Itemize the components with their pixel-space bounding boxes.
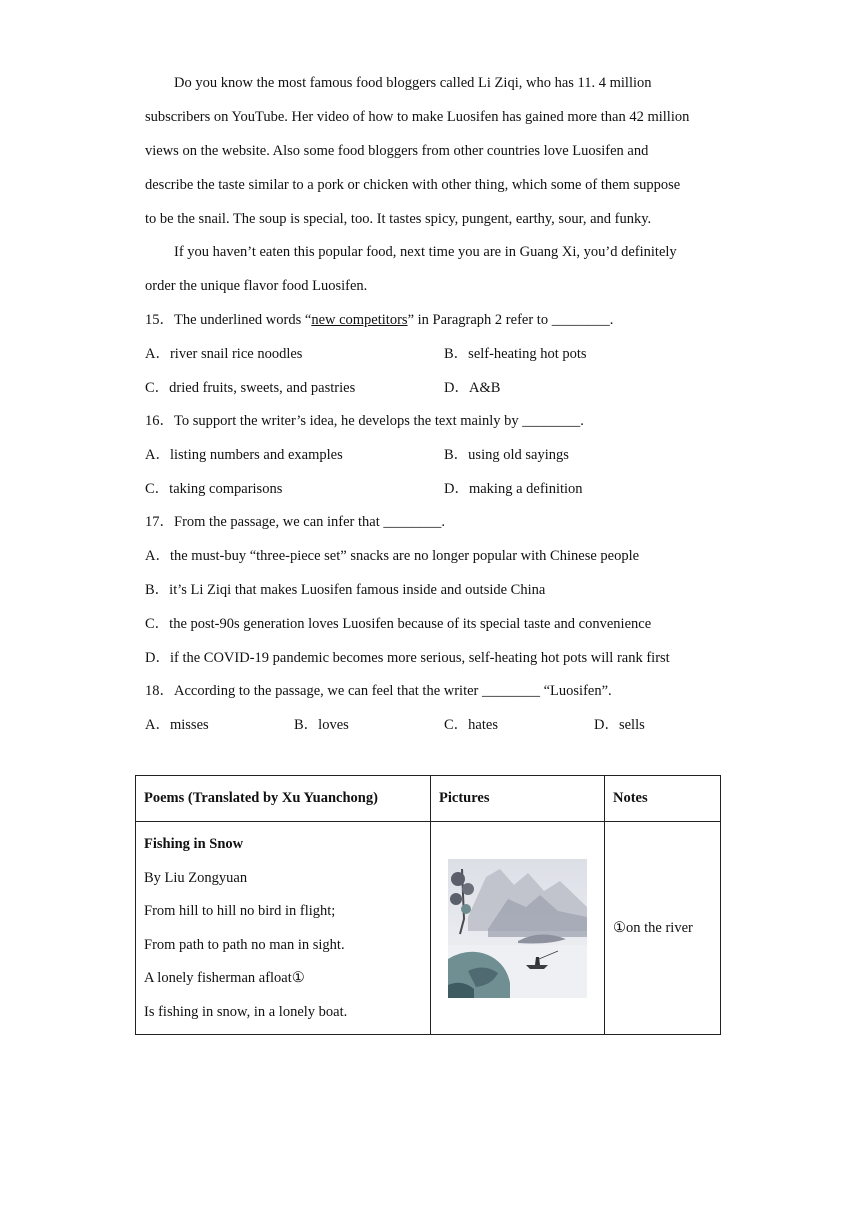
question-15-stem-start: 15．The underlined words “ [145,312,312,328]
question-16-stem: 16．To support the writer’s idea, he develops the text mainly by ________. [145,413,584,429]
passage-line: If you haven’t eaten this popular food, next time you are in Guang Xi, you’d definitely [174,244,677,260]
question-16-option-a: A．listing numbers and examples [145,447,343,463]
question-15-option-c: C．dried fruits, sweets, and pastries [145,380,356,396]
poem-table [135,775,721,1035]
passage-line: Do you know the most famous food bloggers called Li Ziqi, who has 11. 4 million [174,75,652,91]
fishing-in-snow-painting [448,859,587,998]
header-notes: Notes [605,776,721,822]
poem-line: From hill to hill no bird in flight; [144,903,336,920]
poem-title: Fishing in Snow [144,836,244,853]
question-15-option-d: D．A&B [444,380,501,396]
header-poems: Poems (Translated by Xu Yuanchong) [136,776,431,822]
passage-line: views on the website. Also some food bloggers from other countries love Luosifen and [145,143,649,159]
question-15-option-a: A．river snail rice noodles [145,346,303,362]
note-cell: ①on the river [605,822,721,1035]
picture-cell [431,822,605,1035]
question-18-option-d: D．sells [594,717,645,733]
question-17-option-c: C．the post-90s generation loves Luosifen because of its special taste and convenience [145,616,652,632]
passage-line: describe the taste similar to a pork or chicken with other thing, which some of them suppose [145,177,681,193]
poem-line: A lonely fisherman afloat① [144,970,305,987]
question-15-stem [145,310,613,330]
question-18-option-c: C．hates [444,717,498,733]
question-15-option-b: B．self-heating hot pots [444,346,587,362]
question-18-option-a: A．misses [145,717,209,733]
question-18-option-b: B．loves [294,717,349,733]
question-17-option-b: B．it’s Li Ziqi that makes Luosifen famous inside and outside China [145,582,546,598]
poem-cell [136,822,431,1035]
question-16-option-d: D．making a definition [444,481,583,497]
question-15-stem-end: ” in Paragraph 2 refer to ________. [407,312,614,328]
table-row [136,822,721,1035]
passage-line: order the unique flavor food Luosifen. [145,278,368,294]
underlined-words: new competitors [311,312,408,328]
passage-line: subscribers on YouTube. Her video of how to make Luosifen has gained more than 42 million [145,109,690,125]
poem-author: By Liu Zongyuan [144,869,248,886]
question-17-option-a: A．the must-buy “three-piece set” snacks are no longer popular with Chinese people [145,548,640,564]
question-16-option-c: C．taking comparisons [145,481,283,497]
question-17-stem: 17．From the passage, we can infer that ________. [145,514,445,530]
question-18-stem: 18．According to the passage, we can feel that the writer ________ “Luosifen”. [145,683,612,699]
table-header-row [136,776,721,822]
header-pictures: Pictures [431,776,605,822]
question-17-option-d: D．if the COVID-19 pandemic becomes more serious, self-heating hot pots will rank first [145,650,670,666]
question-16-option-b: B．using old sayings [444,447,569,463]
poem-line: Is fishing in snow, in a lonely boat. [144,1003,348,1020]
poem-line: From path to path no man in sight. [144,936,345,953]
passage-line: to be the snail. The soup is special, too. It tastes spicy, pungent, earthy, sour, and funky. [145,211,652,227]
